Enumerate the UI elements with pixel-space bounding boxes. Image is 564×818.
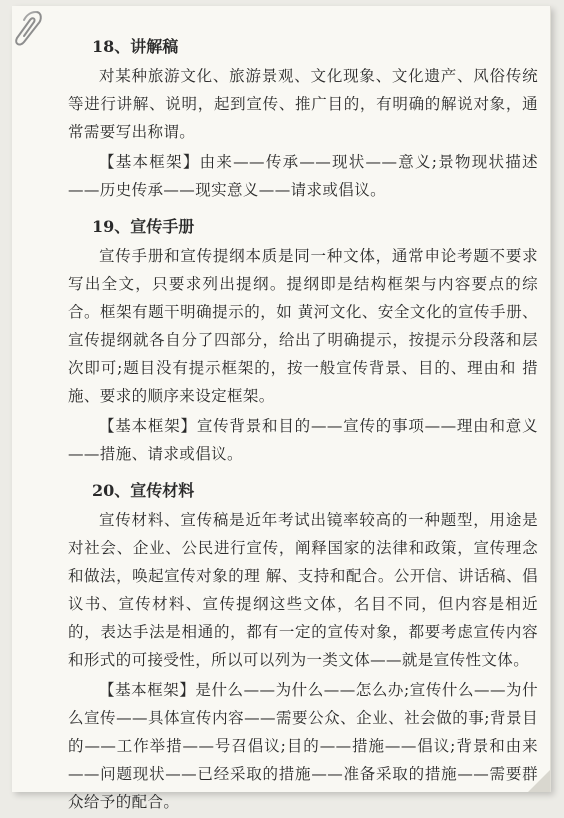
section-18-paragraph: 对某种旅游文化、旅游景观、文化现象、文化遗产、风俗传统等进行讲解、说明，起到宣传、推广目的，有明确的解说对象，通常需要写出称谓。 (68, 67, 538, 141)
section-19-paragraph: 宣传手册和宣传提纲本质是同一种文体，通常申论考题不要求写出全文，只要求列出提纲。提纲即是结构框架与内容要点的综合。框架有题干明确提示的，如 黄河文化、安全文化的宣传手册、宣传提纲就各自分了四部分，给出了明确提示，按提示分段落和层次即可;题目没有提示框架的，按一般宣传背景、目的、理由和 措施、要求的顺序来设定框架。 (68, 247, 538, 405)
section-19-framework: 【基本框架】宣传背景和目的——宣传的事项——理由和意义——措施、请求或倡议。 (68, 417, 538, 463)
section-title-19: 19、宣传手册 (92, 217, 195, 236)
section-20-framework: 【基本框架】是什么——为什么——怎么办;宣传什么——为什么宣传——具体宣传内容——需要公众、企业、社会做的事;背景目的——工作举措——号召倡议;目的——措施——倡议;背景和由来——问题现状——已经采取的措施——准备采取的措施——需要群众给予的配合。 (68, 681, 538, 811)
section-title-20: 20、宣传材料 (92, 481, 195, 500)
document-body (68, 26, 538, 818)
section-20-paragraph: 宣传材料、宣传稿是近年考试出镜率较高的一种题型，用途是对社会、企业、公民进行宣传，阐释国家的法律和政策，宣传理念和做法，唤起宣传对象的理 解、支持和配合。公开信、讲话稿、倡议书、宣传材料、宣传提纲这些文体，名目不同，但内容是相近的，表达手法是相通的，都有一定的宣传对象，都要考虑宣传内容和形式的可接受性，所以可以列为一类文体——就是宣传性文体。 (68, 511, 538, 669)
document-page (12, 6, 551, 811)
page-curl (528, 770, 550, 792)
section-18-framework: 【基本框架】由来——传承——现状——意义;景物现状描述——历史传承——现实意义——请求或倡议。 (68, 153, 538, 199)
section-title-18: 18、讲解稿 (92, 37, 179, 56)
paper-clip-icon (14, 6, 44, 50)
